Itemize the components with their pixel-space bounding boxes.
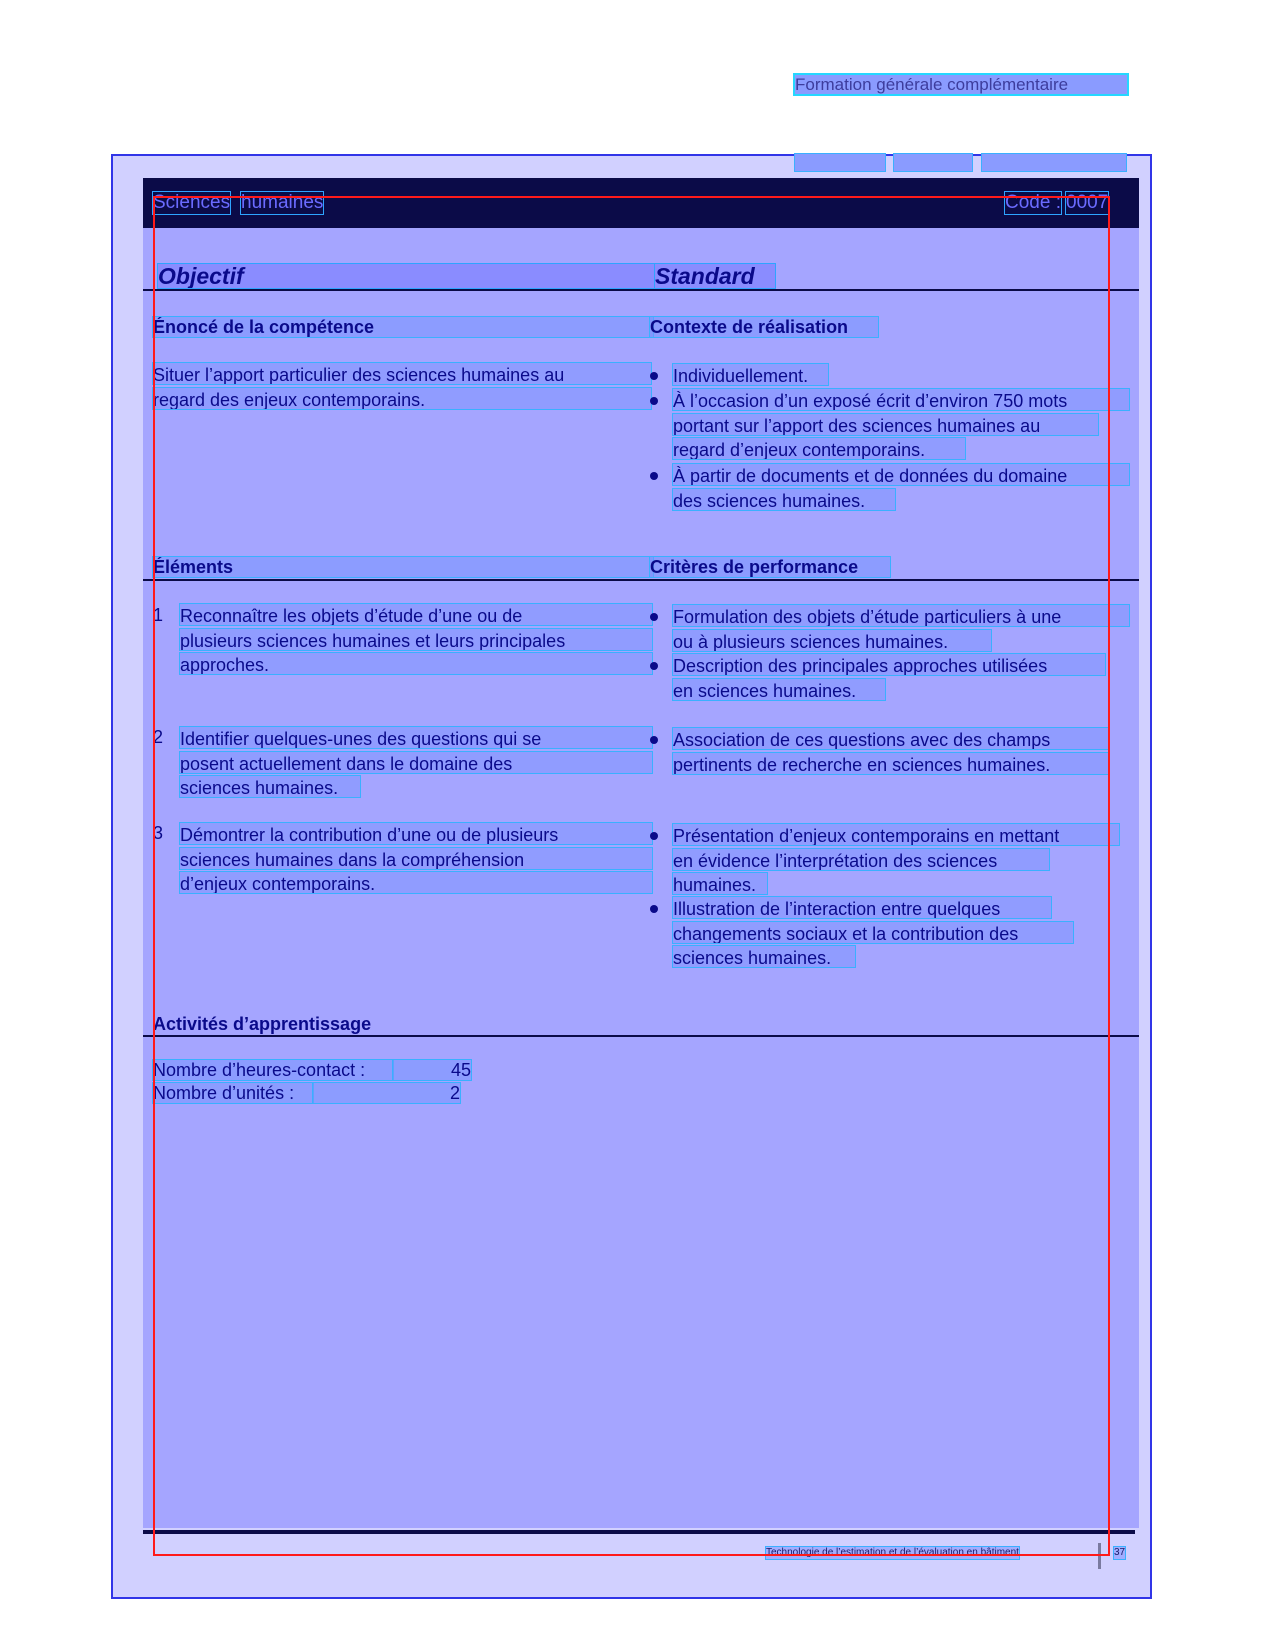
bullet-icon (650, 832, 658, 840)
running-header: Formation générale complémentaire (795, 75, 1127, 94)
text-line: Illustration de l’interaction entre quelques (673, 897, 1051, 918)
element-item (180, 604, 652, 678)
bullet-icon (650, 613, 658, 621)
header-tab (795, 154, 885, 171)
footer-divider (143, 1530, 1135, 1534)
text-line: Reconnaître les objets d’étude d’une ou de (180, 604, 652, 625)
page-number: 37 (1114, 1547, 1126, 1558)
context-item (673, 464, 1129, 513)
header-tab (982, 154, 1126, 171)
text-line: sciences humaines. (673, 946, 855, 967)
competence-heading: Énoncé de la compétence (153, 317, 653, 337)
criteria-heading: Critères de performance (650, 557, 890, 577)
text-line: Description des principales approches utilisées (673, 654, 1105, 675)
divider (143, 579, 1139, 581)
text-line: Formulation des objets d’étude particuliers à une (673, 605, 1129, 626)
text-line: regard des enjeux contemporains. (153, 388, 651, 409)
footer-separator (1098, 1543, 1101, 1569)
bullet-icon (650, 397, 658, 405)
text-line: regard d’enjeux contemporains. (673, 438, 965, 459)
context-item (673, 389, 1129, 463)
element-number: 1 (153, 605, 164, 625)
units-label: Nombre d’unités : (153, 1083, 313, 1103)
header-tab (894, 154, 972, 171)
hours-label: Nombre d’heures-contact : (153, 1060, 393, 1080)
element-number: 3 (153, 823, 164, 843)
criterion-item (673, 728, 1129, 777)
competence-statement (153, 363, 651, 412)
text-line: Présentation d’enjeux contemporains en mettant (673, 824, 1119, 845)
course-name-word: Sciences (153, 192, 231, 213)
elements-heading: Éléments (153, 557, 653, 577)
divider (143, 289, 1139, 291)
text-line: en sciences humaines. (673, 679, 885, 700)
text-line: d’enjeux contemporains. (180, 872, 652, 893)
code-label: Code : (1005, 192, 1061, 213)
element-number: 2 (153, 727, 164, 747)
divider (143, 1035, 1139, 1037)
text-line: sciences humaines dans la compréhension (180, 848, 652, 869)
text-line: Démontrer la contribution d’une ou de plusieurs (180, 823, 652, 844)
text-line: À l’occasion d’un exposé écrit d’environ 750 mots (673, 389, 1129, 410)
context-item (673, 364, 1129, 389)
text-line: plusieurs sciences humaines et leurs principales (180, 629, 652, 650)
footer-program-title: Technologie de l’estimation et de l’évaluation en bâtiment (766, 1547, 1019, 1558)
units-value: 2 (313, 1083, 460, 1103)
code-value: 0007 (1066, 192, 1109, 213)
text-line: pertinents de recherche en sciences humaines. (673, 753, 1109, 774)
standard-heading: Standard (655, 264, 775, 288)
element-item (180, 727, 652, 801)
text-line: posent actuellement dans le domaine des (180, 752, 652, 773)
text-line: approches. (180, 653, 652, 674)
text-line: Individuellement. (673, 364, 828, 385)
text-line: Association de ces questions avec des champs (673, 728, 1109, 749)
bullet-icon (650, 372, 658, 380)
context-heading: Contexte de réalisation (650, 317, 878, 337)
criterion-item (673, 824, 1129, 898)
bullet-icon (650, 905, 658, 913)
criterion-item (673, 654, 1129, 703)
text-line: sciences humaines. (180, 776, 360, 797)
text-line: en évidence l’interprétation des sciences (673, 849, 1049, 870)
text-line: Situer l’apport particulier des sciences humaines au (153, 363, 651, 384)
text-line: À partir de documents et de données du domaine (673, 464, 1129, 485)
text-line: Identifier quelques-unes des questions qui se (180, 727, 652, 748)
bullet-icon (650, 736, 658, 744)
criterion-item (673, 605, 1129, 654)
course-name-word: humaines (241, 192, 324, 213)
text-line: changements sociaux et la contribution des (673, 922, 1073, 943)
criterion-item (673, 897, 1129, 971)
bullet-icon (650, 662, 658, 670)
bullet-icon (650, 472, 658, 480)
text-line: humaines. (673, 873, 767, 894)
hours-value: 45 (393, 1060, 471, 1080)
objective-heading: Objectif (158, 264, 658, 288)
text-line: des sciences humaines. (673, 489, 895, 510)
text-line: ou à plusieurs sciences humaines. (673, 630, 991, 651)
element-item (180, 823, 652, 897)
text-line: portant sur l’apport des sciences humaines au (673, 414, 1098, 435)
activities-heading: Activités d’apprentissage (153, 1014, 372, 1034)
